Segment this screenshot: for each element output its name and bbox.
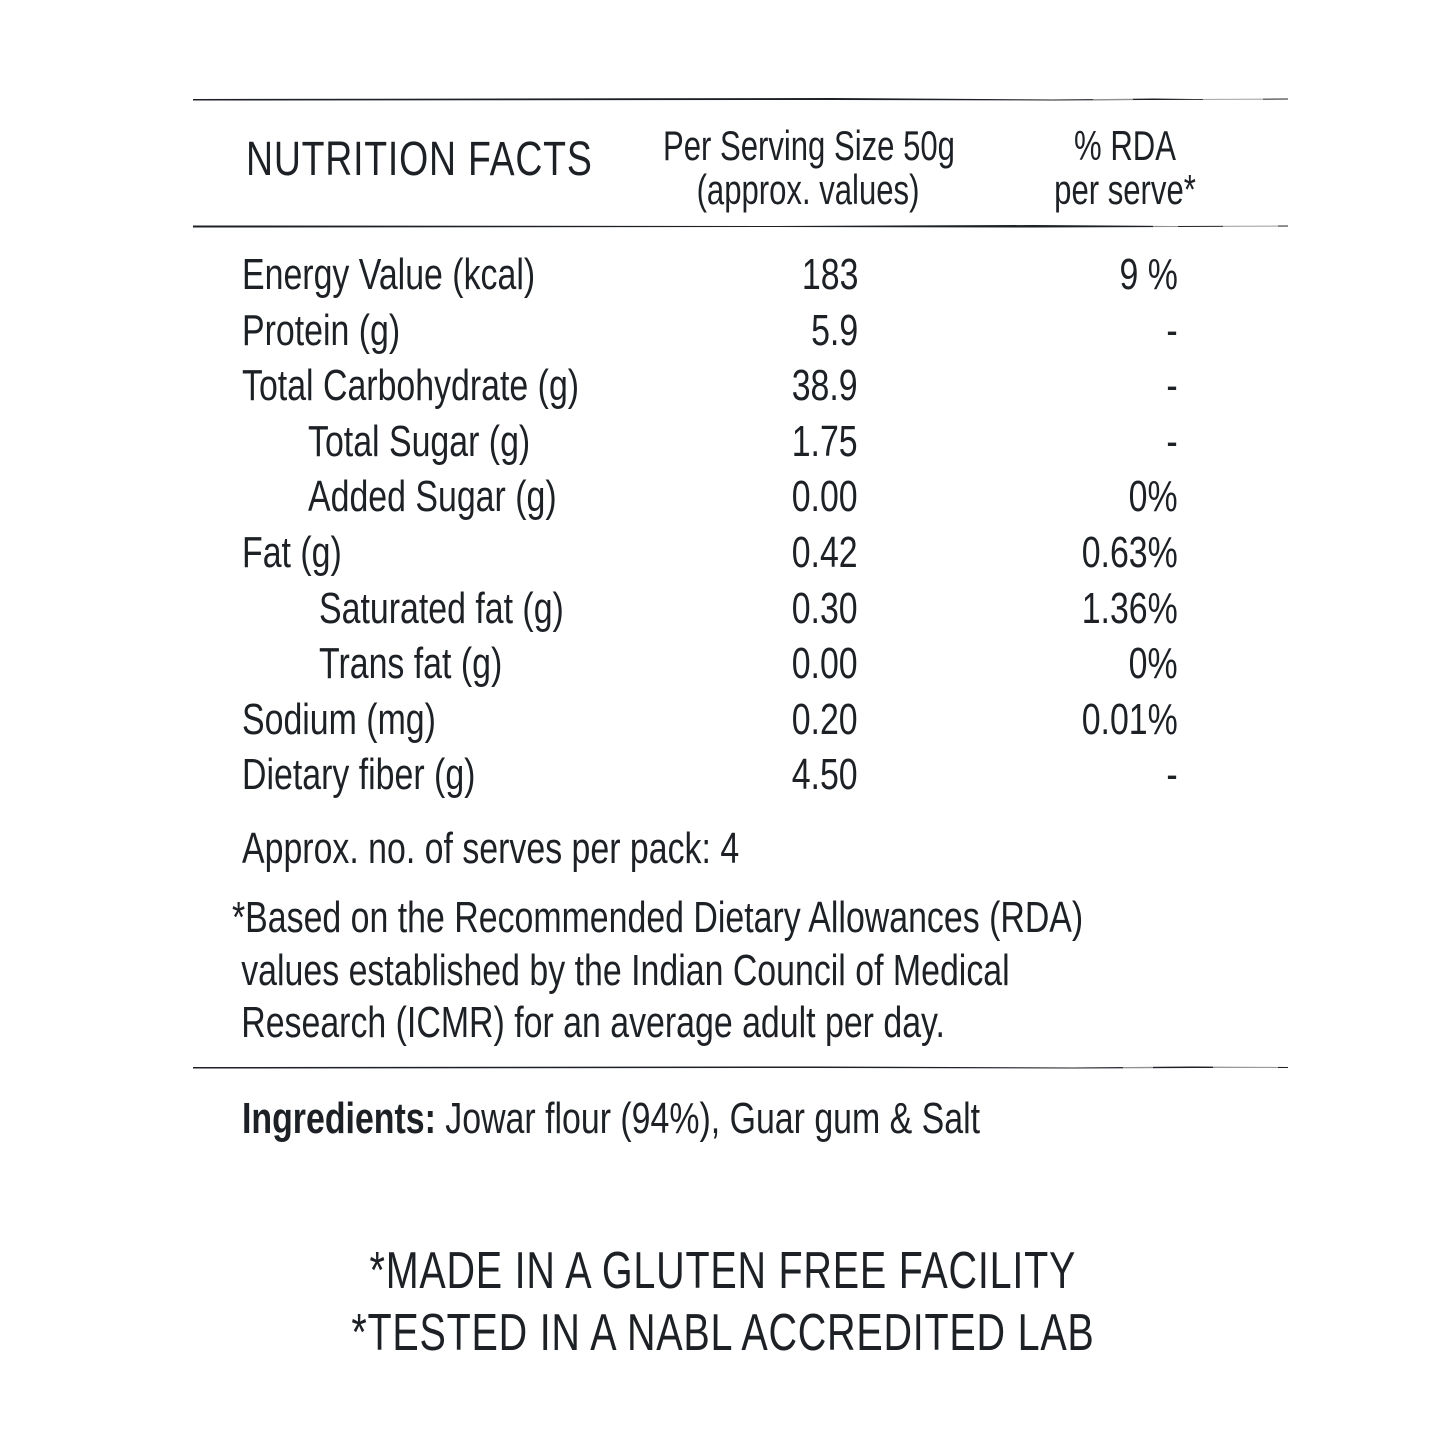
nutrient-rda: 9 % [1119, 250, 1178, 299]
serving-size-line2: (approx. values) [696, 166, 920, 213]
nutrition-table [0, 250, 1445, 806]
nutrient-label: Dietary fiber (g) [242, 750, 476, 800]
nutrient-rda: - [1166, 361, 1178, 411]
nutrient-label: Total Sugar (g) [308, 416, 531, 466]
serving-size-line1: Per Serving Size 50g [662, 122, 955, 169]
nutrient-rda: 0% [1129, 472, 1178, 522]
nutrient-label: Trans fat (g) [319, 639, 503, 689]
nutrient-value: 1.75 [792, 416, 858, 466]
nutrient-value: 0.00 [792, 472, 858, 522]
serves-per-pack: Approx. no. of serves per pack: 4 [242, 824, 740, 873]
nutrient-label: Total Carbohydrate (g) [242, 361, 580, 411]
nutrient-rda: 0.63% [1081, 527, 1178, 577]
nutrient-rda: - [1166, 416, 1178, 466]
rda-header [1010, 124, 1240, 212]
nabl-lab-claim-text: *TESTED IN A NABL ACCREDITED LAB [350, 1304, 1095, 1362]
nutrient-value: 183 [801, 250, 858, 299]
ingredients-text: Jowar flour (94%), Guar gum & Salt [435, 1094, 981, 1143]
table-row [0, 528, 1445, 584]
ingredients-label: Ingredients: [242, 1094, 436, 1143]
rda-footnote [232, 892, 1083, 1050]
rda-header-line1: % RDA [1074, 122, 1176, 169]
nutrient-value: 0.00 [792, 639, 858, 689]
table-row [0, 417, 1445, 473]
facility-claims [0, 1240, 1445, 1364]
header-divider [193, 223, 1288, 229]
table-row [0, 695, 1445, 751]
nutrient-label: Fat (g) [242, 527, 342, 577]
nutrition-facts-title: NUTRITION FACTS [246, 133, 593, 186]
serving-size-header [612, 124, 1004, 212]
nutrient-value: 5.9 [810, 305, 858, 355]
table-row [0, 639, 1445, 695]
nutrient-rda: 0% [1129, 639, 1178, 689]
nutrient-label: Energy Value (kcal) [242, 250, 536, 299]
footnote-line2: values established by the Indian Council of Medical [241, 945, 1010, 995]
footnote-line1: *Based on the Recommended Dietary Allowances (RDA) [232, 893, 1084, 942]
table-row [0, 306, 1445, 362]
nutrient-label: Protein (g) [242, 305, 401, 355]
nutrient-label: Added Sugar (g) [308, 472, 557, 522]
nabl-lab-claim [0, 1302, 1445, 1364]
table-row [0, 750, 1445, 806]
table-row [0, 472, 1445, 528]
nutrient-label: Sodium (mg) [242, 694, 436, 744]
nutrient-value: 0.42 [792, 527, 858, 577]
nutrient-value: 38.9 [792, 361, 858, 411]
nutrient-rda: - [1166, 750, 1178, 800]
nutrient-value: 0.30 [792, 583, 858, 633]
nutrient-label: Saturated fat (g) [319, 583, 564, 633]
nutrient-value: 4.50 [792, 750, 858, 800]
gluten-free-claim-text: *MADE IN A GLUTEN FREE FACILITY [369, 1242, 1076, 1300]
table-row [0, 250, 1445, 306]
nutrient-rda: 0.01% [1081, 694, 1178, 744]
nutrient-value: 0.20 [792, 694, 858, 744]
rda-header-line2: per serve* [1054, 166, 1196, 213]
footer-divider [193, 1064, 1288, 1070]
ingredients [242, 1094, 980, 1144]
nutrient-rda: 1.36% [1081, 583, 1178, 633]
gluten-free-claim [0, 1240, 1445, 1302]
nutrient-rda: - [1166, 305, 1178, 355]
table-row [0, 584, 1445, 640]
top-divider [193, 96, 1288, 102]
table-row [0, 361, 1445, 417]
footnote-line3: Research (ICMR) for an average adult per day. [241, 998, 945, 1047]
